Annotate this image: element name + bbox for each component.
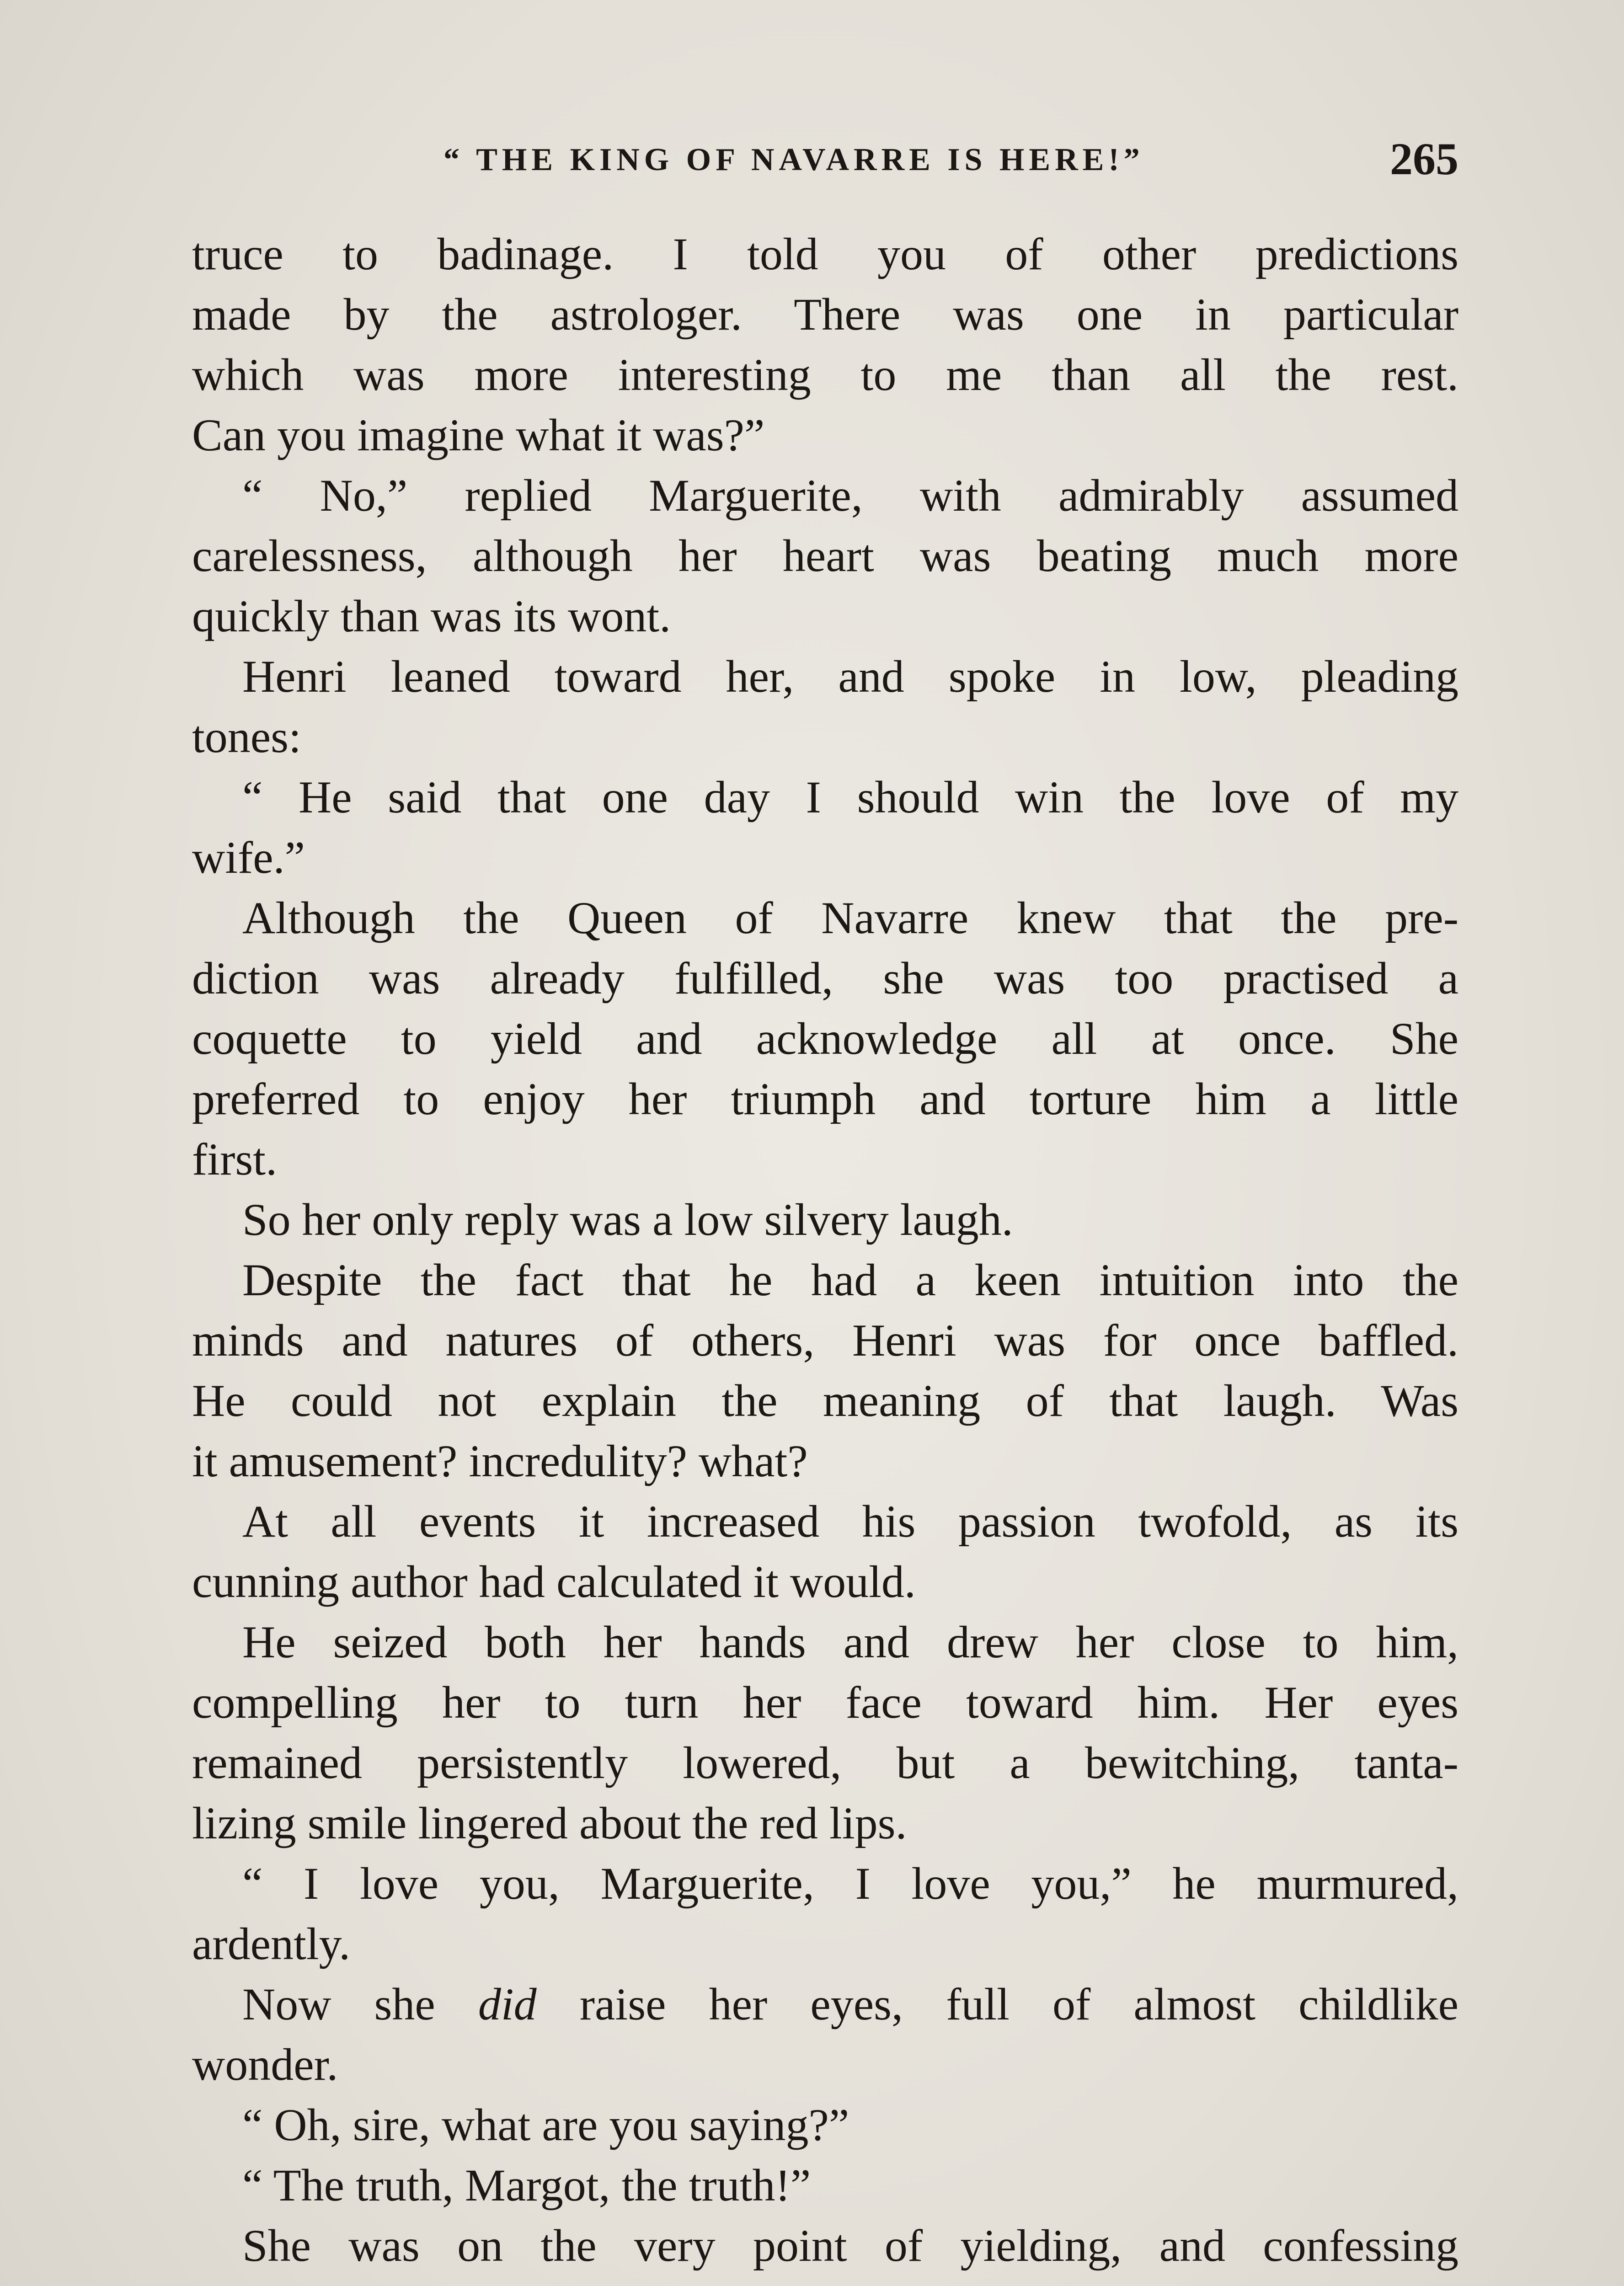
text-line: minds and natures of others, Henri was for once baffled. — [192, 1315, 1458, 1366]
text-line: cunning author had calculated it would. — [192, 1556, 916, 1607]
text-line: wonder. — [192, 2039, 338, 2090]
emphasized-word: did — [478, 1979, 537, 2030]
text-line: ardently. — [192, 1918, 351, 1969]
text-line: So her only reply was a low silvery laugh. — [242, 1194, 1013, 1245]
text-line: At all events it increased his passion twofold, as its — [242, 1496, 1458, 1547]
text-line: Henri leaned toward her, and spoke in low, pleading — [242, 651, 1458, 702]
running-title: “ THE KING OF NAVARRE IS HERE!” — [443, 142, 1144, 177]
text-line: “ No,” replied Marguerite, with admirably assumed — [242, 470, 1458, 521]
text-line: wife.” — [192, 832, 305, 883]
text-line: it amusement? incredulity? what? — [192, 1436, 808, 1486]
text-line: She was on the very point of yielding, and confessing — [242, 2220, 1458, 2271]
text-line: “ Oh, sire, what are you saying?” — [242, 2099, 849, 2150]
text-segment: Now she — [242, 1979, 478, 2030]
text-line: tones: — [192, 711, 301, 762]
text-line: made by the astrologer. There was one in particular — [192, 289, 1458, 340]
running-head — [192, 133, 1458, 197]
text-line: compelling her to turn her face toward him. Her eyes — [192, 1677, 1458, 1728]
text-line: “ I love you, Marguerite, I love you,” he murmured, — [242, 1858, 1458, 1909]
text-line: truce to badinage. I told you of other predictions — [192, 229, 1458, 279]
text-line-with-emphasis — [192, 1974, 1458, 2035]
text-line: coquette to yield and acknowledge all at once. She — [192, 1013, 1458, 1064]
text-line: Can you imagine what it was?” — [192, 410, 765, 460]
text-line: diction was already fulfilled, she was too practised a — [192, 953, 1458, 1004]
text-line: carelessness, although her heart was beating much more — [192, 530, 1458, 581]
text-line: “ He said that one day I should win the love of my — [242, 772, 1458, 823]
text-line: quickly than was its wont. — [192, 591, 671, 641]
text-line: first. — [192, 1134, 278, 1185]
text-line: He seized both her hands and drew her close to him, — [242, 1617, 1458, 1667]
body-text — [192, 224, 1458, 2276]
text-line: which was more interesting to me than all the rest. — [192, 349, 1458, 400]
text-line: lizing smile lingered about the red lips. — [192, 1798, 907, 1848]
text-line: Although the Queen of Navarre knew that the pre- — [242, 892, 1458, 943]
page-number: 265 — [1390, 134, 1458, 184]
text-line: remained persistently lowered, but a bewitching, tanta- — [192, 1737, 1458, 1788]
text-line: Despite the fact that he had a keen intuition into the — [242, 1255, 1458, 1305]
text-line: “ The truth, Margot, the truth!” — [242, 2160, 811, 2211]
text-line: preferred to enjoy her triumph and torture him a little — [192, 1074, 1458, 1124]
text-segment: raise her eyes, full of almost childlike — [536, 1979, 1458, 2030]
text-line: He could not explain the meaning of that laugh. Was — [192, 1375, 1458, 1426]
